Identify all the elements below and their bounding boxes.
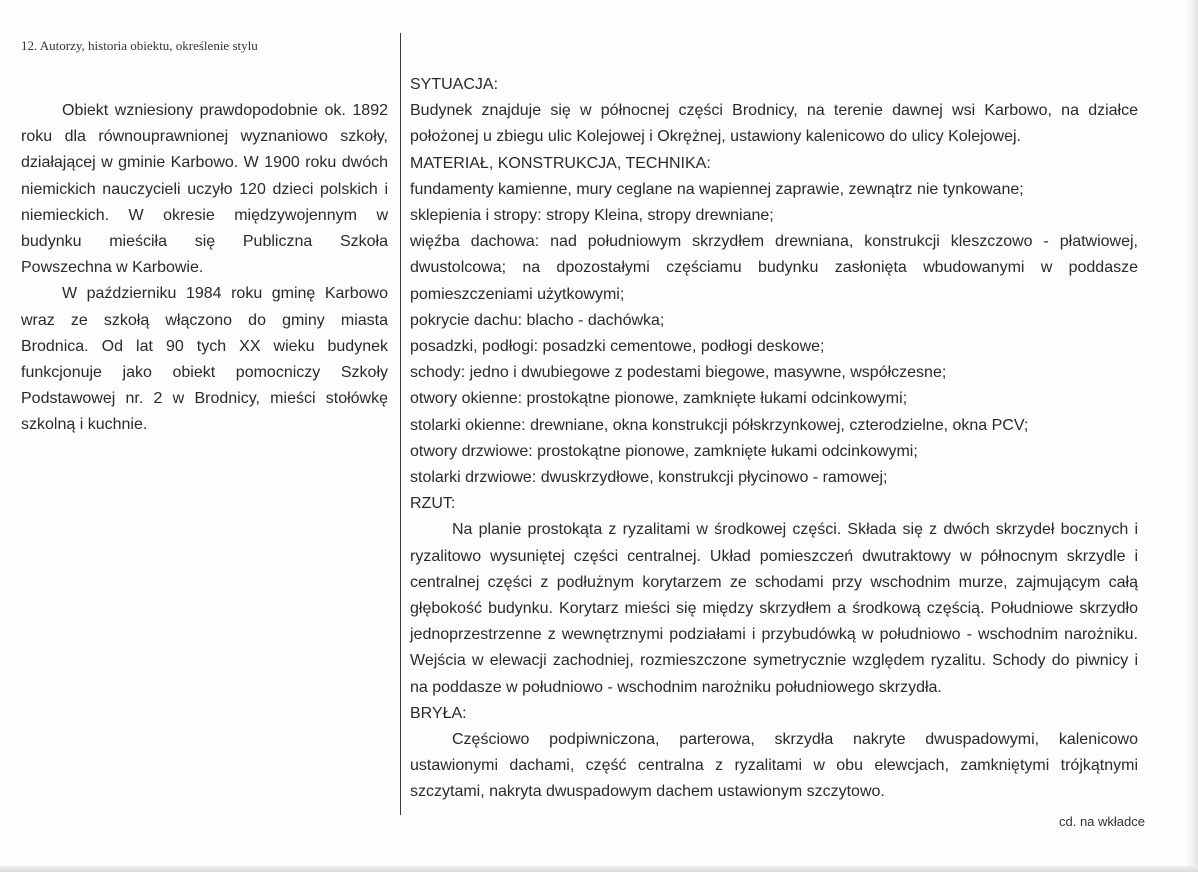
material-line: otwory okienne: prostokątne pionowe, zamknięte łukami odcinkowymi; xyxy=(410,390,908,408)
sytuacja-text: Budynek znajduje się w północnej części Brodnicy, na terenie dawnej wsi Karbowo, na działce położonej u zbiegu ulic Kolejowej i Okrężnej, ustawiony kalenicowo do ulicy Kolejowej. xyxy=(410,102,1138,146)
material-line: otwory drzwiowe: prostokątne pionowe, zamknięte łukami odcinkowymi; xyxy=(410,442,918,460)
section-header: 12. Autorzy, historia obiektu, określenie stylu xyxy=(21,38,258,53)
material-line: schody: jedno i dwubiegowe z podestami biegowe, masywne, współczesne; xyxy=(410,364,947,382)
column-divider xyxy=(400,33,401,815)
page-edge-bottom xyxy=(0,866,1198,872)
history-column xyxy=(21,98,388,439)
material-line: posadzki, podłogi: posadzki cementowe, podłogi deskowe; xyxy=(410,338,825,356)
description-column xyxy=(410,72,1138,806)
material-line: więźba dachowa: nad południowym skrzydłem drewniana, konstrukcji kleszczowo - płatwiowej, dwustolcowa; na dpozostałymi częściamu budynku zasłonięta wbudowanymi w poddasze pomieszczeniami użytkowymi; xyxy=(410,233,1138,303)
page-edge xyxy=(1186,0,1198,872)
material-line: stolarki okienne: drewniane, okna konstrukcji półskrzynkowej, czterodzielne, okna PCV; xyxy=(410,416,1029,434)
material-line: stolarki drzwiowe: dwuskrzydłowe, konstrukcji płycinowo - ramowej; xyxy=(410,469,888,487)
material-line: sklepienia i stropy: stropy Kleina, stropy drewniane; xyxy=(410,207,774,225)
history-paragraph-1: Obiekt wzniesiony prawdopodobnie ok. 1892 roku dla równouprawnionej wyznaniowo szkoły, działającej w gminie Karbowo. W 1900 roku dwóch niemickich nauczycieli uczyło 120 dzieci polskich i niemieckich. W okresie międzywojennym w budynku mieściła się Publiczna Szkoła Powszechna w Karbowie. xyxy=(21,102,388,277)
sytuacja-heading: SYTUACJA: xyxy=(410,76,499,93)
continuation-note: cd. na wkładce xyxy=(1059,814,1145,829)
rzut-heading: RZUT: xyxy=(410,495,456,513)
rzut-text: Na planie prostokąta z ryzalitami w środkowej części. Składa się z dwóch skrzydeł bocznych i ryzalitowo wysuniętej części centralnej. Układ pomieszczeń dwutraktowy w północnym skrzydle i centralnej części z podłużnym korytarzem ze schodami przy wschodnim murze, zajmującym całą głębokość budynku. Korytarz mieści się między skrzydłem a środkową częścią. Południowe skrzydło jednoprzestrzenne z wewnętrznymi podziałami i przybudówką w południowo - wschodnim narożniku. Wejścia w elewacji zachodniej, rozmieszczone symetrycznie względem ryzalitu. Schody do piwnicy i na poddasze w południowo - wschodnim narożniku południowego skrzydła. xyxy=(410,521,1138,696)
history-paragraph-2: W październiku 1984 roku gminę Karbowo wraz ze szkołą włączono do gminy miasta Brodnica. Od lat 90 tych XX wieku budynek funkcjonuje jako obiekt pomocniczy Szkoły Podstawowej nr. 2 w Brodnicy, mieści stołówkę szkolną i kuchnie. xyxy=(21,285,388,434)
bryla-text: Częściowo podpiwniczona, parterowa, skrzydła nakryte dwuspadowymi, kalenicowo ustawionymi dachami, część centralna z ryzalitami w obu elewcjach, zamkniętymi trójkątnymi szczytami, nakryta dwuspadowym dachem ustawionym szczytowo. xyxy=(410,731,1138,801)
material-line: fundamenty kamienne, mury ceglane na wapiennej zaprawie, zewnątrz nie tynkowane; xyxy=(410,180,1024,198)
material-heading: MATERIAŁ, KONSTRUKCJA, TECHNIKA: xyxy=(410,154,711,172)
material-line: pokrycie dachu: blacho - dachówka; xyxy=(410,311,665,329)
bryla-heading: BRYŁA: xyxy=(410,704,467,722)
